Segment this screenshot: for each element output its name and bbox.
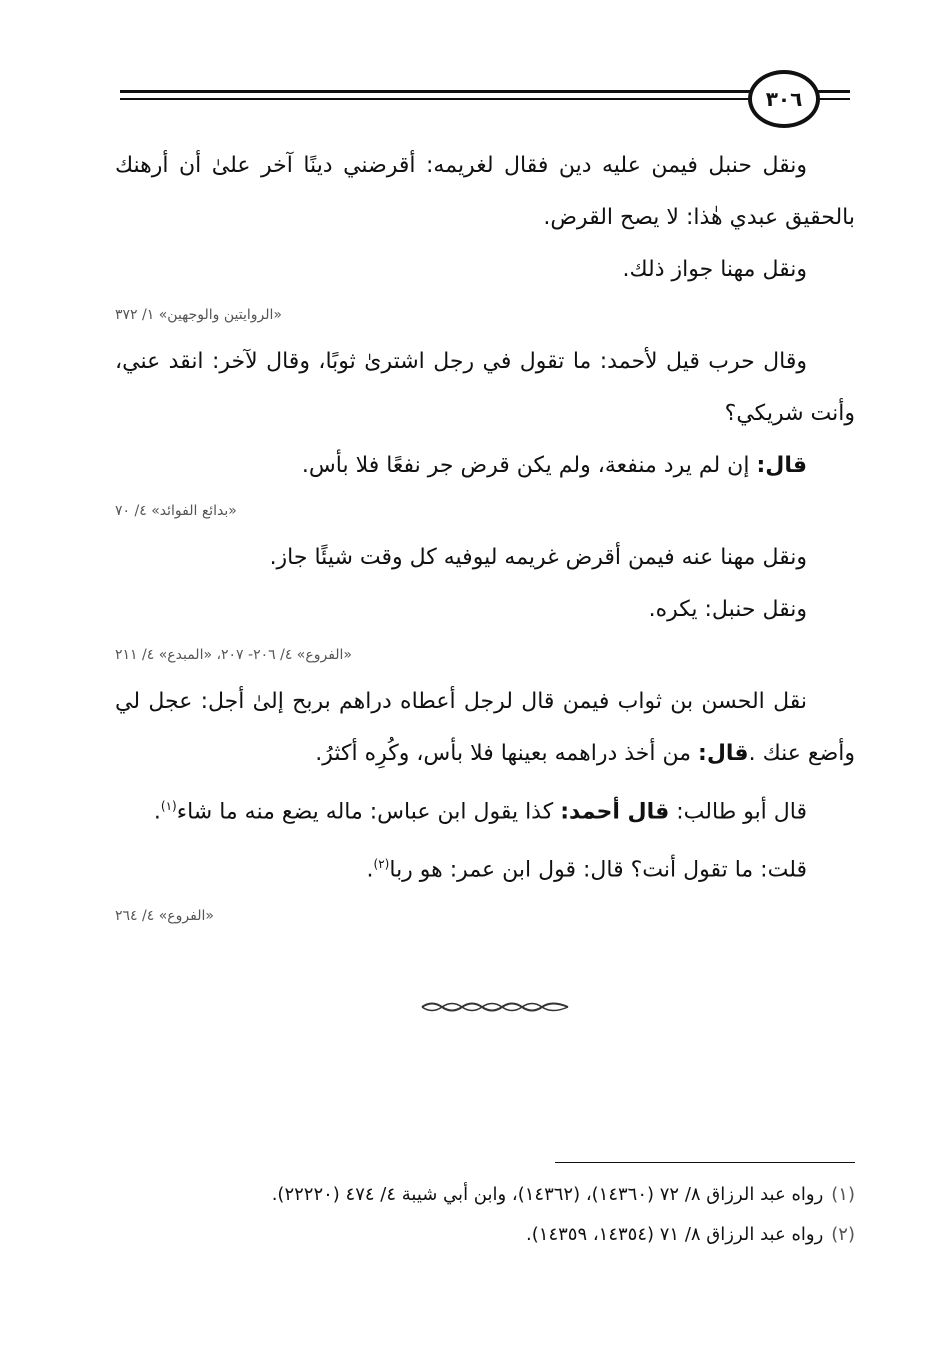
footnote-item (115, 1215, 855, 1255)
page-number-badge (748, 70, 820, 128)
paragraph: ونقل مهنا عنه فيمن أقرض غريمه ليوفيه كل وقت شيئًا جاز. (269, 545, 807, 570)
footnote-separator (555, 1162, 855, 1163)
ornament-divider-icon (420, 1000, 570, 1014)
header-rule-thin (120, 98, 750, 100)
footnote-number: (٢) (831, 1224, 855, 1245)
paragraph (115, 838, 855, 896)
paragraph: ونقل حنبل فيمن عليه دين فقال لغريمه: أقرضني دينًا آخر علىٰ أن أرهنك بالحقيق عبدي هٰذا: لا يصح القرض. (115, 153, 855, 230)
source-reference-text: «الفروع» ٤/ ٢٦٤ (115, 907, 214, 924)
source-reference (115, 905, 855, 927)
paragraph-text: كذا يقول ابن عباس: ماله يضع منه ما شاء (176, 799, 561, 825)
footnote-marker[interactable]: (١) (160, 799, 177, 813)
paragraph-text: قال أبو طالب: (669, 799, 807, 825)
paragraph: ونقل مهنا جواز ذلك. (622, 257, 807, 282)
footnotes (115, 1175, 855, 1255)
page-number: ٣٠٦ (765, 87, 803, 111)
paragraph (115, 676, 855, 780)
source-reference-text: «بدائع الفوائد» ٤/ ٧٠ (115, 503, 237, 519)
paragraph: وقال حرب قيل لأحمد: ما تقول في رجل اشترىٰ ثوبًا، وقال لآخر: انقد عني، وأنت شريكي؟ (115, 349, 855, 426)
paragraph (115, 780, 855, 838)
source-reference (115, 304, 855, 326)
paragraph (115, 440, 855, 492)
source-reference (115, 500, 855, 522)
paragraph-text: من أخذ دراهمه بعينها فلا بأس، وكُرِه أكثرُ. (315, 741, 699, 766)
source-reference (115, 644, 855, 666)
page-header (120, 68, 860, 128)
paragraph-end: . (153, 799, 161, 825)
speaker-label: قال: (756, 453, 807, 478)
paragraph-end: . (366, 857, 374, 883)
section-ornament (420, 1000, 570, 1014)
paragraph-text: قلت: ما تقول أنت؟ قال: قول ابن عمر: هو ربا (389, 857, 807, 883)
footnote-marker[interactable]: (٢) (373, 857, 390, 872)
paragraph-text: نقل الحسن بن ثواب فيمن قال لرجل أعطاه دراهم بربح إلىٰ أجل: عجل لي وأضع عنك . (115, 689, 855, 766)
footnote-text: رواه عبد الرزاق ٨/ ٧١ (١٤٣٥٤، ١٤٣٥٩). (526, 1224, 824, 1245)
speaker-label: قال أحمد: (560, 799, 670, 825)
main-text (115, 140, 855, 937)
paragraph-text: إن لم يرد منفعة، ولم يكن قرض جر نفعًا فلا بأس. (301, 453, 757, 478)
paragraph: ونقل حنبل: يكره. (648, 597, 807, 622)
footnote-number: (١) (831, 1184, 855, 1205)
source-reference-text: «الفروع» ٤/ ٢٠٦- ٢٠٧، «المبدع» ٤/ ٢١١ (115, 647, 353, 663)
header-rule-thick (120, 90, 750, 93)
footnote-item (115, 1175, 855, 1215)
footnote-text: رواه عبد الرزاق ٨/ ٧٢ (١٤٣٦٠)، (١٤٣٦٢)، وابن أبي شيبة ٤/ ٤٧٤ (٢٢٢٢٠). (271, 1184, 824, 1205)
source-reference-text: «الروايتين والوجهين» ١/ ٣٧٢ (115, 307, 282, 323)
speaker-label: قال: (698, 741, 749, 766)
